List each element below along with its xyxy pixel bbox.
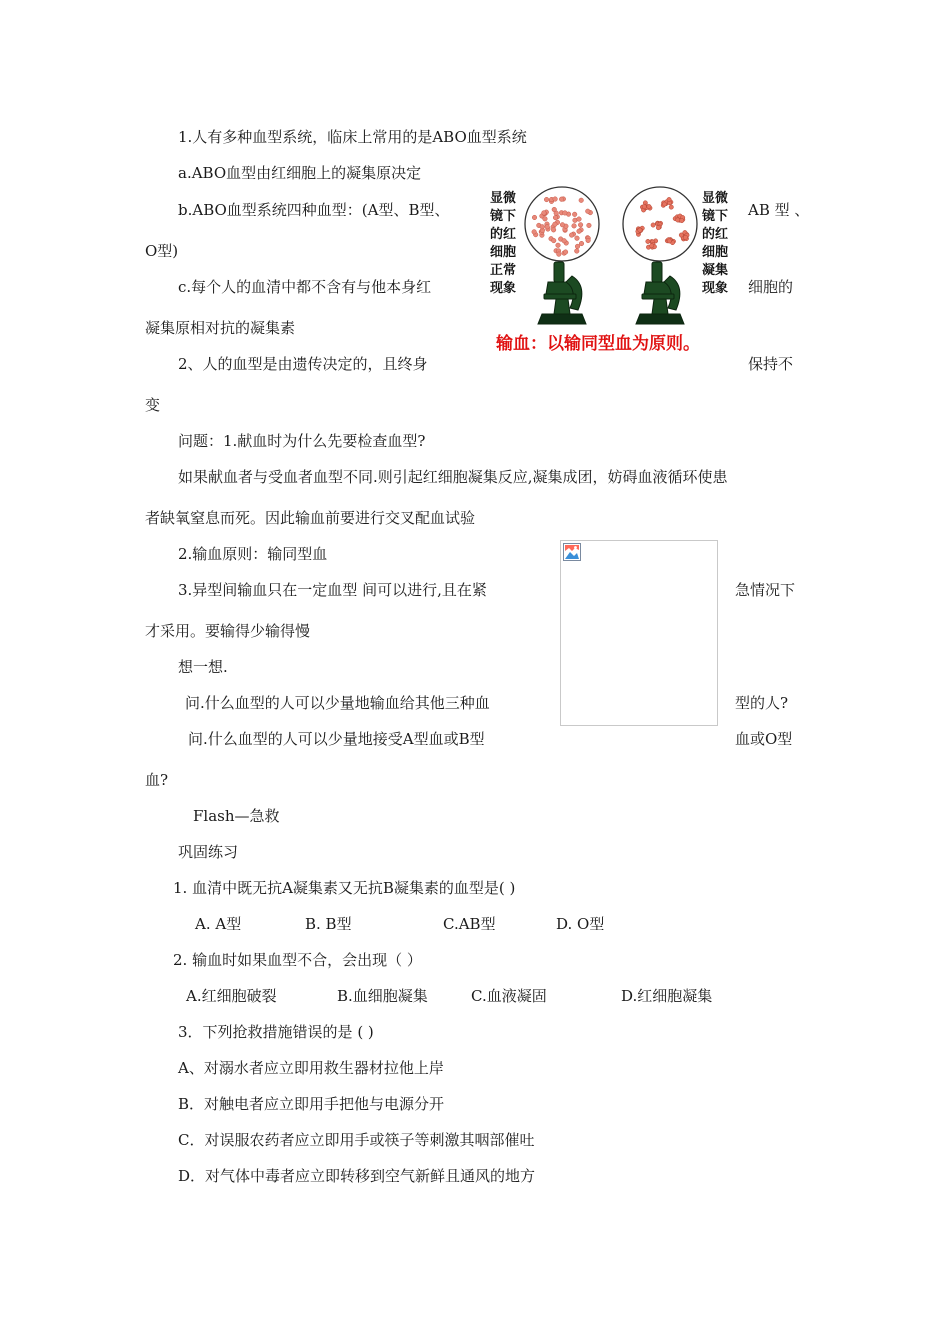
red-cell [587,223,592,228]
microscope-icon [538,262,586,324]
microscope-icon [636,262,684,324]
red-cell [559,197,564,202]
red-cell [574,249,579,254]
text-line: 急情况下 [735,581,796,599]
red-cell [551,228,556,233]
text-line: 1.人有多种血型系统，临床上常用的是ABO血型系统 [178,128,527,146]
red-cell [562,238,567,243]
red-cell [532,215,537,220]
red-cell [540,224,545,229]
figure-label: 显微 [490,191,517,206]
clumped-cell [683,235,687,239]
clumped-cell [667,197,671,201]
figure-label: 细胞 [490,245,517,260]
clumped-cell [638,228,642,232]
section-heading: 巩固练习 [178,843,239,861]
red-cell [543,217,548,222]
option: D.红细胞凝集 [621,987,713,1005]
text-line: 才采用。要输得少输得慢 [145,622,311,640]
text-line: a.ABO血型由红细胞上的凝集原决定 [178,164,422,182]
clumped-cell [650,244,654,248]
red-cell [577,217,582,222]
red-cell [575,236,580,241]
text-line: 2.输血原则：输同型血 [178,545,328,563]
text-line: Flash—急救 [193,807,280,825]
figure-label: 镜下 [702,209,729,224]
text-line: c.每个人的血清中都不含有与他本身红 [178,278,432,296]
text-line: 血或O型 [735,730,793,748]
figure-label: 显微 [702,191,729,206]
figure-label: 的红 [702,227,729,242]
figure-label: 细胞 [702,245,729,260]
text-line: 想一想. [178,658,228,676]
clumped-cell [676,218,680,222]
red-cell [586,238,591,243]
clumped-cell [667,239,671,243]
figure-label: 凝集 [702,263,729,278]
text-line: 者缺氧窒息而死。因此输血前要进行交叉配血试验 [145,509,476,527]
text-line: 变 [145,396,161,414]
red-cell [563,250,568,255]
option: C.血液凝固 [471,987,547,1005]
red-cell [563,211,568,216]
figure-label: 的红 [490,227,517,242]
microscope-figure [488,186,736,358]
text-line: 凝集原相对抗的凝集素 [145,319,296,337]
text-line: O型) [145,242,179,260]
text-line: 细胞的 [748,278,794,296]
option: D．对气体中毒者应立即转移到空气新鲜且通风的地方 [178,1167,536,1185]
red-cell [560,223,565,228]
text-line: 2、人的血型是由遗传决定的，且终身 [178,355,428,373]
question-2: 2. 输血时如果血型不合，会出现（ ） [173,951,422,969]
option: D. O型 [556,915,605,933]
text-line: 问.什么血型的人可以少量地输血给其他三种血 [185,694,490,712]
red-cell [575,244,580,249]
text-line: 型的人? [735,694,789,712]
figure-label: 现象 [490,281,517,296]
option: A.红细胞破裂 [186,987,277,1005]
text-line: 3.异型间输血只在一定血型 间可以进行,且在紧 [178,581,487,599]
question-3: 3．下列抢救措施错误的是 ( ) [178,1023,374,1041]
clumped-cell [642,204,646,208]
question-1: 1. 血清中既无抗A凝集素又无抗B凝集素的血型是( ) [173,879,516,897]
broken-image-icon [563,543,581,561]
red-cell [579,241,584,246]
red-cell [544,197,549,202]
figure-label: 镜下 [490,209,517,224]
option: A. A型 [195,915,242,933]
red-cell [542,211,547,216]
clumped-cell [679,233,683,237]
clumped-cell [651,223,655,227]
red-cell [551,238,556,243]
red-cell [578,223,583,228]
text-line: AB 型 、 [748,201,810,219]
text-line: 保持不 [748,355,794,373]
text-line: 问.什么血型的人可以少量地接受A型血或B型 [188,730,485,748]
clumped-cell [680,218,684,222]
option: B.血细胞凝集 [337,987,428,1005]
red-cell [569,233,574,238]
option: B. B型 [305,915,352,933]
red-cell [572,212,577,217]
clumped-cell [669,205,673,209]
figure-label: 现象 [702,281,729,296]
red-cell [553,215,558,220]
option: A、对溺水者应立即用救生器材拉他上岸 [178,1059,444,1077]
clumped-cell [647,204,651,208]
red-cell [579,198,584,203]
red-cell [585,209,590,214]
red-cell [572,224,577,229]
clumped-cell [646,239,650,243]
clumped-cell [662,202,666,206]
option: B．对触电者应立即用手把他与电源分开 [178,1095,445,1113]
text-line: 如果献血者与受血者血型不同.则引起红细胞凝集反应,凝集成团，妨碍血液循环使患 [178,468,728,486]
red-cell [556,243,561,248]
red-cell [557,252,562,257]
red-cell [577,229,582,234]
red-cell [553,222,558,227]
red-cell [553,197,558,202]
red-cell [552,207,557,212]
figure-label: 正常 [490,263,517,278]
figure-caption: 输血：以输同型血为原则。 [496,334,700,354]
option: C.AB型 [443,915,496,933]
text-line: 血? [145,771,169,789]
text-line: 问题：1.献血时为什么先要检查血型? [178,432,426,450]
red-cell [545,224,550,229]
image-placeholder [560,540,718,726]
text-line: b.ABO血型系统四种血型：(A型、B型、 [178,201,450,219]
clumped-cell [656,225,660,229]
red-cell [532,230,537,235]
option: C．对误服农药者应立即用手或筷子等刺激其咽部催吐 [178,1131,535,1149]
